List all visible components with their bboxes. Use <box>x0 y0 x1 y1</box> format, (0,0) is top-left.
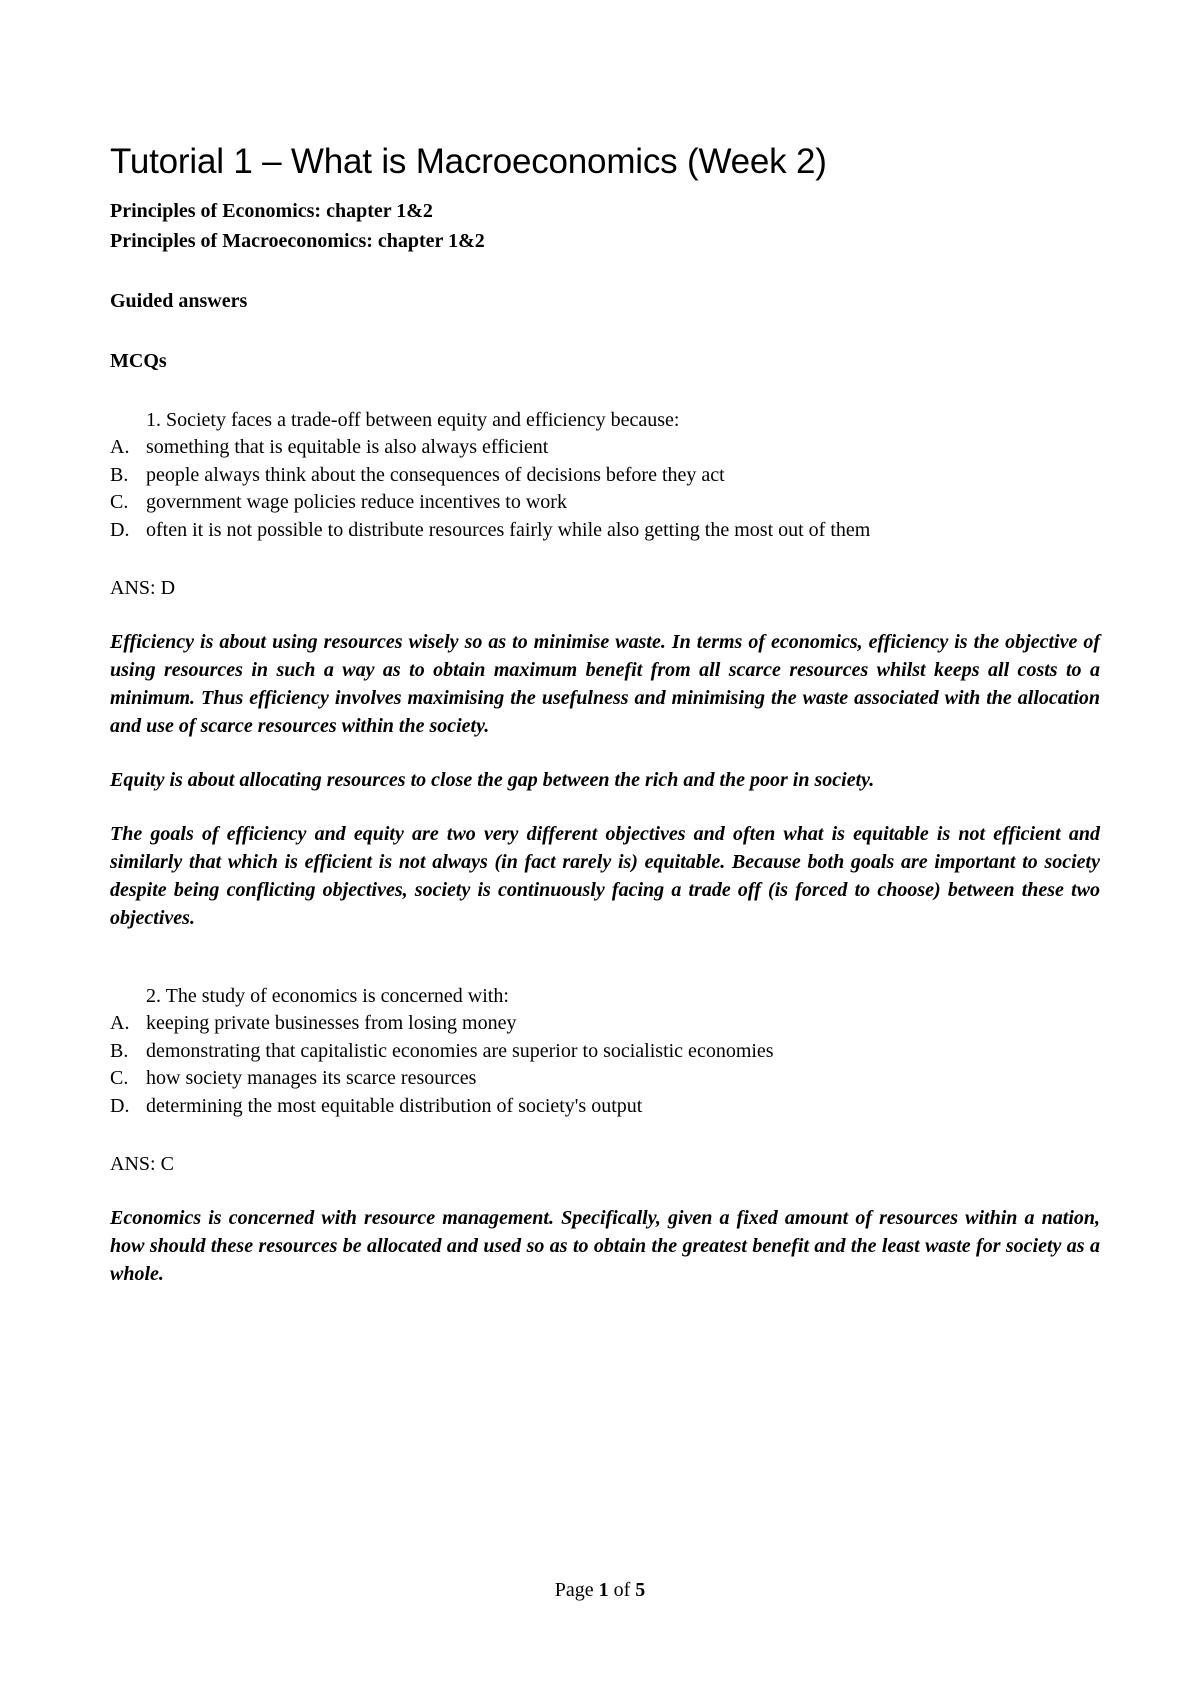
question-1-option-a <box>110 434 1100 462</box>
footer-total-pages: 5 <box>635 1579 646 1601</box>
footer-of-word: of <box>613 1579 631 1601</box>
option-letter: D. <box>110 518 130 541</box>
document-page <box>110 140 1100 1288</box>
option-text: people always think about the consequences of decisions before they act <box>146 463 725 486</box>
page-title: Tutorial 1 – What is Macroeconomics (Week 2) <box>110 142 827 181</box>
question-1-option-b <box>110 462 1100 490</box>
question-1-explanation-tradeoff: The goals of efficiency and equity are two very different objectives and often what is equitable is not efficient and similarly that which is efficient is not always (in fact rarely is) equitable. Because both goals are important to society despite being conflicting objectives, society is continuously facing a trade off (is forced to choose) between these two objectives. <box>110 823 1100 929</box>
question-2-stem: 2. The study of economics is concerned with: <box>146 985 509 1007</box>
question-2-options <box>110 1010 1100 1120</box>
option-letter: C. <box>110 491 129 513</box>
question-2-explanation: Economics is concerned with resource management. Specifically, given a fixed amount of resources within a nation, how should these resources be allocated and used so as to obtain the greatest benefit and the least waste for society as a whole. <box>110 1207 1100 1285</box>
option-text: often it is not possible to distribute resources fairly while also getting the most out of them <box>146 518 871 541</box>
question-1-option-c <box>110 489 1100 517</box>
guided-answers-label: Guided answers <box>110 290 248 312</box>
question-2-option-a <box>110 1010 1100 1038</box>
option-text: something that is equitable is also always efficient <box>146 436 549 458</box>
option-letter: A. <box>110 436 130 458</box>
option-letter: D. <box>110 1094 130 1117</box>
question-1-answer: ANS: D <box>110 577 176 599</box>
option-letter: B. <box>110 1039 129 1062</box>
option-letter: A. <box>110 1012 130 1034</box>
question-2-option-d <box>110 1093 1100 1121</box>
option-letter: C. <box>110 1067 129 1089</box>
question-1-option-d <box>110 517 1100 545</box>
subtitle-macroeconomics: Principles of Macroeconomics: chapter 1&2 <box>110 230 485 252</box>
mcqs-label: MCQs <box>110 350 167 372</box>
question-1-explanation-efficiency: Efficiency is about using resources wisely so as to minimise waste. In terms of economics, efficiency is the objective of using resources in such a way as to obtain maximum benefit from all scarce resources whilst keeps all costs to a minimum. Thus efficiency involves maximising the usefulness and minimising the waste associated with the allocation and use of scarce resources within the society. <box>110 631 1100 737</box>
question-1-stem: 1. Society faces a trade-off between equity and efficiency because: <box>146 409 680 431</box>
option-text: demonstrating that capitalistic economies are superior to socialistic economies <box>146 1039 774 1062</box>
question-1-options <box>110 434 1100 544</box>
option-text: government wage policies reduce incentives to work <box>146 491 567 513</box>
subtitle-economics: Principles of Economics: chapter 1&2 <box>110 200 433 222</box>
option-text: keeping private businesses from losing money <box>146 1012 517 1034</box>
question-1-explanation-equity: Equity is about allocating resources to close the gap between the rich and the poor in society. <box>110 769 875 791</box>
question-2-option-c <box>110 1065 1100 1093</box>
option-text: determining the most equitable distribution of society's output <box>146 1094 643 1117</box>
footer-current-page: 1 <box>598 1579 609 1601</box>
question-2-answer: ANS: C <box>110 1153 174 1175</box>
option-text: how society manages its scarce resources <box>146 1067 477 1089</box>
question-2-option-b <box>110 1038 1100 1066</box>
option-letter: B. <box>110 463 129 486</box>
page-footer <box>0 1576 1200 1604</box>
footer-page-word: Page <box>554 1579 594 1601</box>
